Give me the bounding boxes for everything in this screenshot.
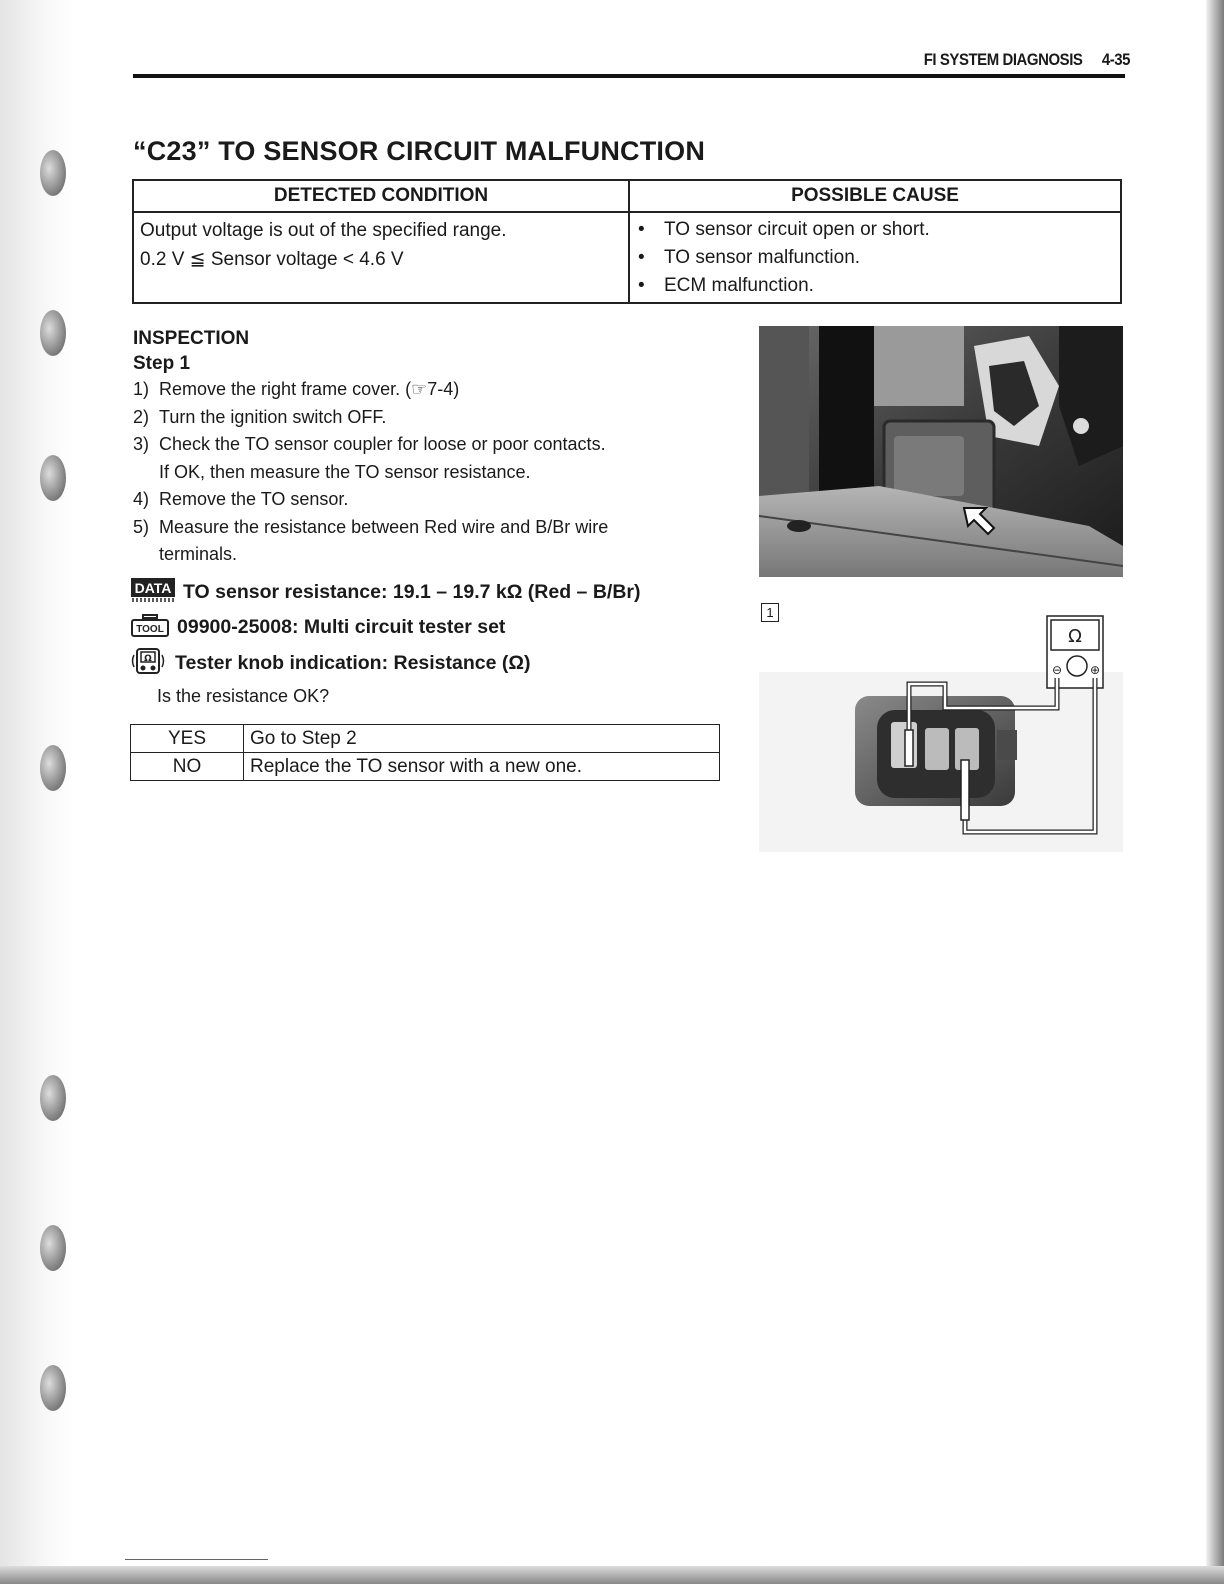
binder-hole bbox=[40, 1365, 66, 1411]
condition-text: 0.2 V ≦ Sensor voltage < 4.6 V bbox=[140, 249, 404, 270]
table-row bbox=[131, 725, 720, 753]
answer-key: YES bbox=[131, 725, 244, 753]
binder-hole bbox=[40, 745, 66, 791]
bullet: • bbox=[638, 247, 645, 268]
data-icon-label: DATA bbox=[134, 580, 172, 596]
cause-text: TO sensor malfunction. bbox=[664, 247, 861, 268]
answer-table bbox=[130, 724, 720, 781]
step-number: 3) bbox=[133, 434, 150, 454]
binder-hole bbox=[40, 455, 66, 501]
page-number: 4-35 bbox=[1101, 50, 1130, 69]
step-continuation: terminals. bbox=[159, 544, 238, 564]
tester-knob-icon bbox=[131, 647, 167, 681]
step-text: Remove the right frame cover. (☞7-4) bbox=[159, 379, 460, 399]
list-item bbox=[133, 376, 733, 404]
step-text: Remove the TO sensor. bbox=[159, 489, 349, 509]
binder-hole bbox=[40, 1225, 66, 1271]
list-item bbox=[133, 486, 733, 514]
step-label: Step 1 bbox=[133, 353, 191, 374]
step-continuation: If OK, then measure the TO sensor resistance. bbox=[159, 461, 531, 482]
inspection-heading: INSPECTION bbox=[133, 328, 250, 349]
question-text: Is the resistance OK? bbox=[157, 686, 330, 706]
list-item bbox=[133, 404, 733, 432]
meter-symbol: Ω bbox=[1068, 626, 1082, 647]
step-number: 4) bbox=[133, 489, 150, 509]
step-text: Measure the resistance between Red wire and B/Br wire bbox=[159, 516, 609, 537]
bullet: • bbox=[638, 219, 645, 240]
knob-icon-label: Ω bbox=[144, 654, 152, 664]
answer-value: Go to Step 2 bbox=[244, 725, 720, 753]
header-rule bbox=[133, 74, 1125, 78]
binder-strip bbox=[0, 0, 72, 1584]
condition-text: Output voltage is out of the specified range. bbox=[140, 220, 507, 241]
resistance-measurement-diagram bbox=[759, 612, 1123, 852]
cause-item bbox=[636, 272, 1114, 300]
spec-resistance bbox=[131, 577, 640, 609]
cause-text: ECM malfunction. bbox=[664, 275, 814, 296]
step-number: 5) bbox=[133, 516, 150, 537]
tool-icon-label: TOOL bbox=[136, 624, 164, 635]
step-text: Turn the ignition switch OFF. bbox=[159, 406, 387, 427]
condition-table bbox=[132, 179, 1122, 304]
step-number: 2) bbox=[133, 406, 150, 427]
sensor-photo bbox=[759, 326, 1123, 577]
binder-hole bbox=[40, 150, 66, 196]
answer-value: Replace the TO sensor with a new one. bbox=[244, 753, 720, 781]
spec-text: 09900-25008: Multi circuit tester set bbox=[177, 616, 506, 639]
possible-cause-cell bbox=[629, 212, 1121, 303]
section-title: FI SYSTEM DIAGNOSIS bbox=[923, 50, 1083, 69]
binder-hole bbox=[40, 1075, 66, 1121]
spec-text: TO sensor resistance: 19.1 – 19.7 kΩ (Red – B/Br) bbox=[183, 581, 641, 604]
step-number: 1) bbox=[133, 379, 150, 399]
sensor-photo-image bbox=[759, 326, 1123, 577]
spec-tool bbox=[131, 612, 505, 644]
cause-item bbox=[636, 244, 1114, 272]
meter-plus-terminal: ⊕ bbox=[1089, 663, 1101, 677]
list-item bbox=[133, 514, 733, 569]
binder-hole bbox=[40, 310, 66, 356]
cause-item bbox=[636, 216, 1114, 244]
figure-label: 1 bbox=[761, 603, 779, 622]
footer-rule bbox=[125, 1559, 268, 1560]
page-edge bbox=[0, 1566, 1224, 1584]
data-icon bbox=[131, 577, 175, 609]
spec-knob bbox=[131, 647, 531, 681]
column-header: POSSIBLE CAUSE bbox=[629, 180, 1121, 212]
inspection-section bbox=[133, 326, 733, 569]
step-text: Check the TO sensor coupler for loose or poor contacts. bbox=[159, 434, 606, 454]
answer-key: NO bbox=[131, 753, 244, 781]
page-edge bbox=[1206, 0, 1224, 1584]
step-list bbox=[133, 376, 733, 569]
page-title: “C23” TO SENSOR CIRCUIT MALFUNCTION bbox=[133, 136, 706, 166]
tool-icon bbox=[131, 612, 169, 644]
detected-condition-cell bbox=[133, 212, 629, 303]
spec-text: Tester knob indication: Resistance (Ω) bbox=[175, 652, 531, 675]
table-row bbox=[131, 753, 720, 781]
running-head bbox=[910, 50, 1130, 70]
meter-diagram bbox=[759, 612, 1123, 852]
meter-minus-terminal: ⊖ bbox=[1051, 663, 1063, 677]
column-header: DETECTED CONDITION bbox=[133, 180, 629, 212]
list-item bbox=[133, 431, 733, 486]
cause-text: TO sensor circuit open or short. bbox=[664, 219, 930, 240]
bullet: • bbox=[638, 275, 645, 296]
